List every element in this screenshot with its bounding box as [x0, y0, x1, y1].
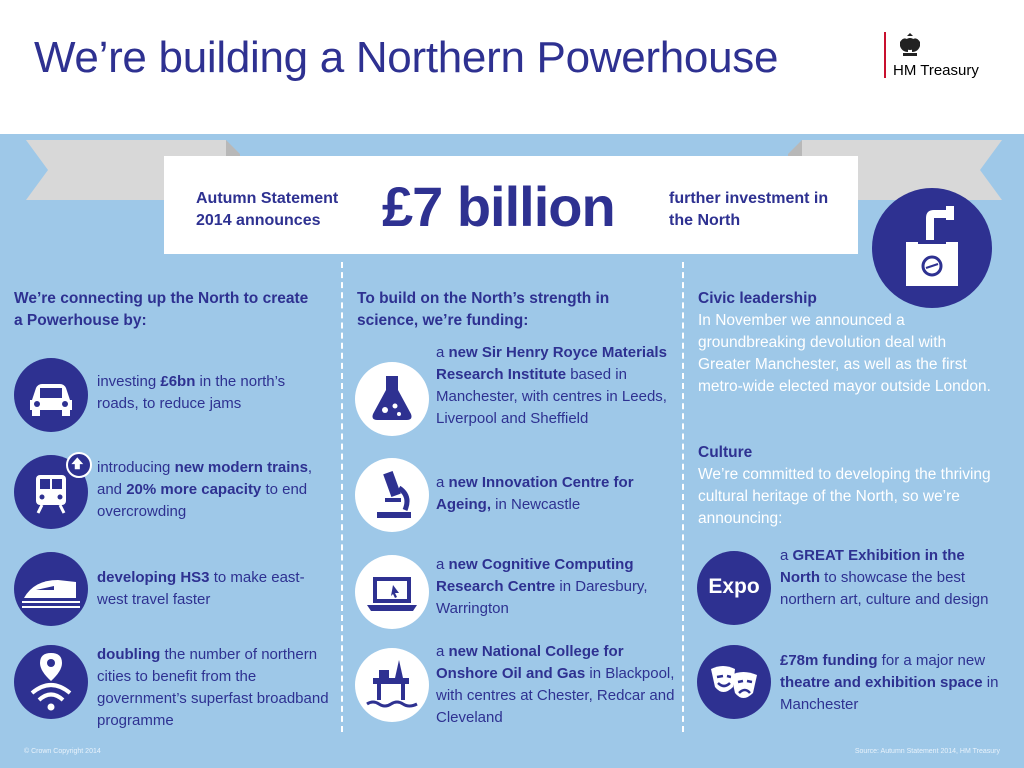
left-column-heading: We’re connecting up the North to create a Powerhouse by:	[14, 290, 309, 329]
high-speed-train-icon	[14, 552, 88, 626]
oil-rig-icon-circle	[355, 648, 429, 722]
crest-icon	[896, 32, 924, 60]
theatre-masks-icon-circle	[697, 645, 771, 719]
culture-text: We’re committed to developing the thriving cultural heritage of the North, so we’re announcing:	[698, 466, 991, 527]
copyright-footer: © Crown Copyright 2014	[24, 748, 101, 755]
microscope-icon-circle	[355, 458, 429, 532]
list-item: introducing new modern trains, and 20% more capacity to end overcrowding	[97, 459, 313, 520]
expo-icon-text: Expo	[708, 575, 760, 598]
high-speed-train-icon-circle	[14, 552, 88, 626]
header	[0, 0, 1024, 134]
list-item: a new Innovation Centre for Ageing, in Newcastle	[436, 474, 634, 513]
banner-right-text: further investment in the North	[669, 190, 829, 229]
car-icon-circle	[14, 358, 88, 432]
civic-heading: Civic leadership	[698, 290, 817, 307]
hm-treasury-logo	[884, 32, 994, 80]
ballot-box-circle	[872, 188, 992, 308]
laptop-icon-circle	[355, 555, 429, 629]
expo-icon	[697, 551, 771, 625]
source-footer: Source: Autumn Statement 2014, HM Treasury	[854, 748, 1000, 755]
theatre-masks-icon	[697, 645, 771, 719]
page-title: We’re building a Northern Powerhouse	[34, 33, 779, 82]
list-item: investing £6bn in the north’s roads, to reduce jams	[97, 373, 286, 412]
banner-amount: £7 billion	[382, 175, 615, 238]
list-item: £78m funding for a major new theatre and exhibition space in Manchester	[780, 652, 999, 713]
flask-icon	[355, 362, 429, 436]
banner-left-text: Autumn Statement 2014 announces	[196, 190, 339, 229]
broadband-icon	[14, 645, 88, 719]
car-icon	[14, 358, 88, 432]
culture-heading: Culture	[698, 444, 753, 461]
logo-text: HM Treasury	[893, 62, 979, 79]
divider-right	[682, 262, 684, 732]
ballot-box-icon	[872, 188, 992, 308]
list-item: a new National College for Onshore Oil and Gas in Blackpool, with centres at Chester, Redcar and Cleveland	[436, 643, 675, 726]
microscope-icon	[355, 458, 429, 532]
oil-rig-icon	[355, 648, 429, 722]
laptop-icon	[355, 555, 429, 629]
broadband-icon-circle	[14, 645, 88, 719]
flask-icon-circle	[355, 362, 429, 436]
list-item: a new Cognitive Computing Research Centre in Daresbury, Warrington	[436, 556, 648, 617]
list-item: doubling the number of northern cities to benefit from the government’s superfast broadband programme	[97, 646, 329, 729]
list-item: a GREAT Exhibition in the North to showcase the best northern art, culture and design	[780, 547, 989, 608]
list-item: developing HS3 to make east-west travel faster	[97, 569, 305, 608]
arrow-up-icon	[66, 452, 92, 478]
list-item: a new Sir Henry Royce Materials Research Institute based in Manchester, with centres in Leeds, Liverpool and Sheffield	[436, 344, 667, 427]
middle-column-heading: To build on the North’s strength in science, we’re funding:	[357, 290, 610, 329]
civic-text: In November we announced a groundbreaking devolution deal with Greater Manchester, as well as the first metro-wide elected mayor outside London.	[698, 312, 991, 395]
divider-left	[341, 262, 343, 732]
logo-red-bar	[884, 32, 886, 78]
headline-banner	[164, 156, 858, 254]
